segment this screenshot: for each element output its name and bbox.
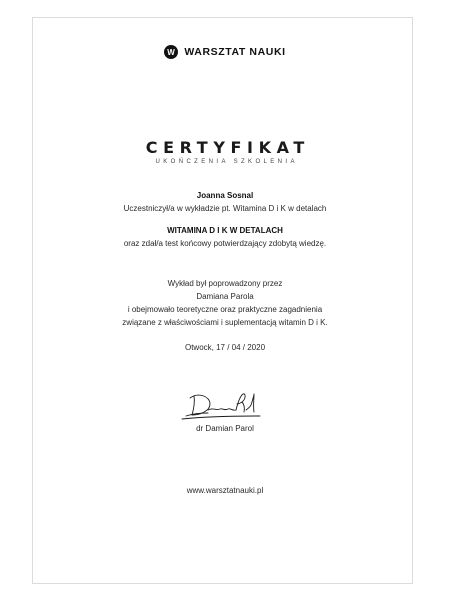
w-letter-icon xyxy=(166,47,176,57)
lecturer-name: Damiana Parola xyxy=(196,292,254,301)
lecture-scope-line2: związane z właściwościami i suplementacją witamin D i K. xyxy=(122,318,328,327)
lecture-scope-line1: i obejmowało teoretyczne oraz praktyczne zagadnienia xyxy=(127,305,323,314)
brand-name: WARSZTAT NAUKI xyxy=(184,46,286,58)
svg-text:W: W xyxy=(167,47,176,57)
participant-name: Joanna Sosnal xyxy=(196,191,254,200)
certificate-title: CERTYFIKAT xyxy=(145,138,310,157)
test-statement: oraz zdał/a test końcowy potwierdzający zdobytą wiedzę. xyxy=(123,239,327,248)
signatory-name: dr Damian Parol xyxy=(196,424,254,433)
certificate-subtitle: UKOŃCZENIA SZKOLENIA xyxy=(155,159,298,165)
lecture-intro: Wykład był poprowadzony przez xyxy=(167,279,283,288)
logo-mark-icon xyxy=(164,45,178,59)
participation-statement: Uczestniczył/a w wykładzie pt. Witamina D i K w detalach xyxy=(123,204,327,213)
brand-logo xyxy=(0,45,450,59)
website-link[interactable]: www.warsztatnauki.pl xyxy=(186,486,264,495)
course-name: WITAMINA D I K W DETALACH xyxy=(167,226,283,235)
place-and-date: Otwock, 17 / 04 / 2020 xyxy=(184,343,266,352)
handwritten-signature xyxy=(180,390,270,422)
